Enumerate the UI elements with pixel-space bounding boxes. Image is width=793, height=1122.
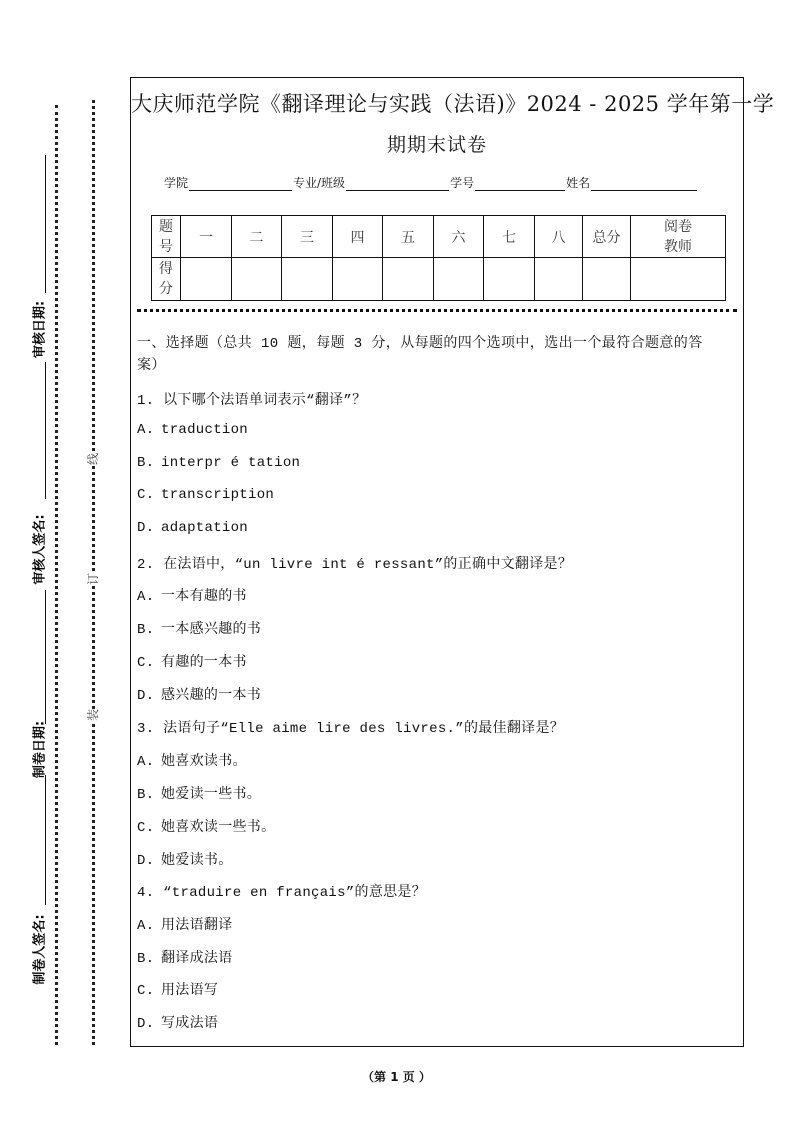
option-label: A. (137, 754, 155, 770)
option-text: 她喜欢读书。 (161, 754, 247, 770)
score-row (152, 258, 726, 301)
question-4-option-a[interactable] (137, 914, 233, 934)
score-cell-1[interactable] (181, 258, 232, 301)
question-4-option-b[interactable] (137, 947, 233, 967)
option-text: 她爱读书。 (161, 853, 233, 869)
preparer-signature-line (45, 775, 46, 905)
option-text: 翻译成法语 (161, 951, 233, 967)
bind-char-bind: 装 (86, 708, 101, 722)
option-label: C. (137, 655, 155, 671)
option-label: C. (137, 487, 155, 503)
col-4: 四 (333, 216, 383, 258)
question-3-option-a[interactable] (137, 750, 247, 770)
score-cell-4[interactable] (333, 258, 383, 301)
option-text: 有趣的一本书 (161, 655, 247, 671)
name-label: 姓名 (566, 176, 591, 190)
name-field[interactable] (591, 178, 697, 191)
question-2-option-d[interactable] (137, 684, 261, 704)
score-cell-2[interactable] (232, 258, 282, 301)
section-title-line1: 一、选择题（总共 10 题，每题 3 分，从每题的四个选项中，选出一个最符合题意的答 (137, 336, 703, 352)
section-title (137, 333, 703, 377)
option-text: interpr é tation (161, 455, 301, 471)
question-1-option-b[interactable] (137, 455, 300, 471)
question-2-option-b[interactable] (137, 618, 261, 638)
col-1: 一 (181, 216, 232, 258)
separator-dotted-line (137, 309, 737, 312)
header-char: 得 (159, 261, 173, 277)
col-5: 五 (383, 216, 434, 258)
col-total: 总分 (583, 216, 631, 258)
option-label: D. (137, 1016, 155, 1032)
question-2-stem: 2. 在法语中，“un livre int é ressant”的正确中文翻译是？ (137, 557, 573, 573)
section-title-line2: 案） (137, 358, 166, 374)
preparer-signature-label: 制卷人签名: (32, 914, 48, 985)
header-char: 分 (159, 281, 173, 297)
option-label: B. (137, 455, 155, 471)
question-3-stem: 3. 法语句子“Elle aime lire des livres.”的最佳翻译是？ (137, 721, 565, 737)
option-text: 一本感兴趣的书 (161, 622, 262, 638)
col-3: 三 (282, 216, 333, 258)
score-cell-grader[interactable] (631, 258, 726, 301)
question-1-option-a[interactable] (137, 422, 248, 438)
score-table (151, 215, 726, 301)
option-label: A. (137, 918, 155, 934)
question-number-row (152, 216, 726, 258)
major-class-label: 专业/班级 (293, 176, 346, 190)
option-label: D. (137, 853, 155, 869)
score-header (152, 258, 181, 301)
score-cell-5[interactable] (383, 258, 434, 301)
grader-label-top: 阅卷 (664, 218, 692, 235)
option-label: B. (137, 951, 155, 967)
option-label: A. (137, 422, 155, 438)
college-field[interactable] (189, 178, 292, 191)
question-1-stem: 1. 以下哪个法语单词表示“翻译”？ (137, 393, 367, 409)
review-date-label: 审核日期: (32, 300, 48, 359)
question-3-option-b[interactable] (137, 783, 261, 803)
col-grader (631, 216, 726, 258)
preparation-date-line (45, 590, 46, 724)
score-cell-6[interactable] (434, 258, 484, 301)
score-cell-7[interactable] (484, 258, 535, 301)
reviewer-signature-line (45, 362, 46, 499)
outer-dotted-line (55, 105, 58, 1045)
option-text: transcription (161, 487, 275, 503)
option-text: adaptation (161, 520, 249, 536)
col-7: 七 (484, 216, 535, 258)
college-label: 学院 (164, 176, 189, 190)
option-label: A. (137, 589, 155, 605)
question-4-option-c[interactable] (137, 979, 218, 999)
question-1-option-c[interactable] (137, 487, 274, 503)
exam-title-line1: 大庆师范学院《翻译理论与实践（法语)》2024 - 2025 学年第一学 (131, 92, 775, 116)
score-cell-8[interactable] (535, 258, 583, 301)
option-text: 写成法语 (161, 1016, 219, 1032)
option-text: 她爱读一些书。 (161, 787, 262, 803)
question-number-header (152, 216, 181, 258)
col-8: 八 (535, 216, 583, 258)
question-1-option-d[interactable] (137, 520, 248, 536)
page-number: （第 1 页 ） (362, 1070, 431, 1084)
option-label: B. (137, 622, 155, 638)
score-cell-total[interactable] (583, 258, 631, 301)
bind-char-line: 线 (86, 452, 101, 466)
option-text: 用法语翻译 (161, 918, 233, 934)
review-date-line (45, 155, 46, 293)
student-id-field[interactable] (475, 178, 565, 191)
question-2-option-a[interactable] (137, 585, 247, 605)
student-info-row (164, 174, 698, 191)
question-4-option-d[interactable] (137, 1012, 218, 1032)
reviewer-signature-label: 审核人签名: (32, 514, 48, 585)
exam-title-line2: 期期末试卷 (386, 134, 487, 156)
option-text: 她喜欢读一些书。 (161, 820, 276, 836)
option-text: traduction (161, 422, 249, 438)
col-6: 六 (434, 216, 484, 258)
student-id-label: 学号 (450, 176, 475, 190)
bind-char-staple: 订 (86, 572, 101, 586)
question-4-stem: 4. “traduire en français”的意思是？ (137, 885, 427, 901)
option-text: 感兴趣的一本书 (161, 688, 262, 704)
question-3-option-d[interactable] (137, 849, 233, 869)
grader-label-bottom: 教师 (664, 238, 692, 255)
option-label: D. (137, 520, 155, 536)
option-label: B. (137, 787, 155, 803)
header-char: 号 (159, 238, 173, 255)
preparation-date-label: 制卷日期: (32, 720, 48, 779)
col-2: 二 (232, 216, 282, 258)
question-2-option-c[interactable] (137, 651, 247, 671)
header-char: 题 (159, 218, 173, 235)
option-text: 用法语写 (161, 983, 219, 999)
exam-paper-box (130, 77, 775, 1047)
option-text: 一本有趣的书 (161, 589, 247, 605)
question-3-option-c[interactable] (137, 816, 275, 836)
option-label: D. (137, 688, 155, 704)
score-cell-3[interactable] (282, 258, 333, 301)
major-class-field[interactable] (346, 178, 449, 191)
option-label: C. (137, 820, 155, 836)
option-label: C. (137, 983, 155, 999)
